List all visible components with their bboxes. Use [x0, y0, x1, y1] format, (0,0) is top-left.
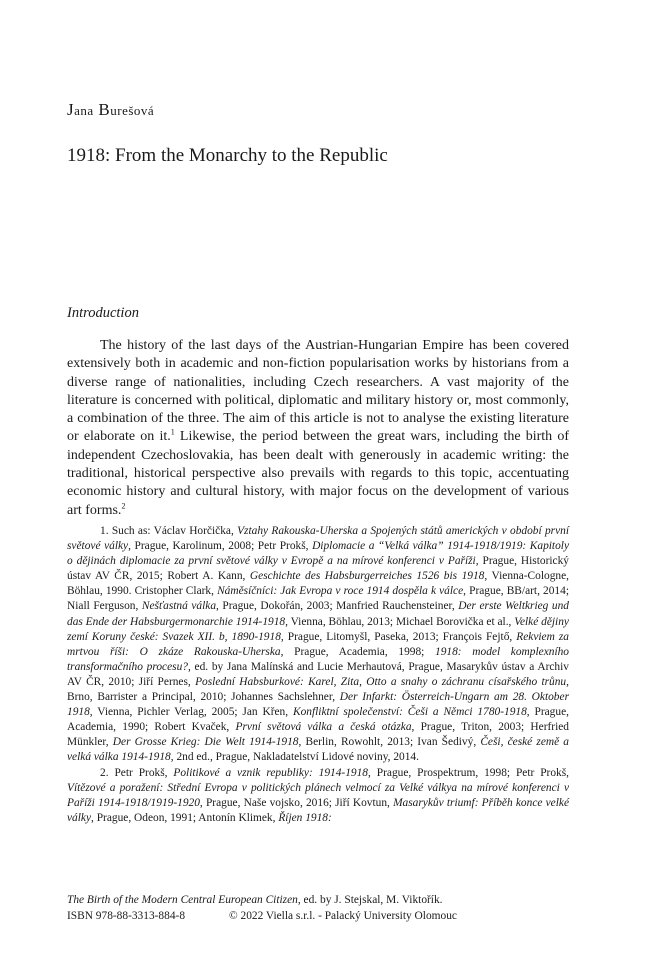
footnote-title-run: Velké dějiny zemí Koruny české: Svazek XII. b, 1890-1918 — [67, 615, 569, 643]
book-title: The Birth of the Modern Central European Citizen — [67, 894, 298, 906]
footnote-title-run: Češi, české země a velká válka 1914-1918 — [67, 736, 570, 764]
author-initial: J — [67, 100, 75, 119]
page-footer — [67, 892, 569, 924]
copyright: © 2022 Viella s.r.l. - Palacký University Olomouc — [229, 910, 457, 922]
paragraph-text: The history of the last days of the Austrian-Hungarian Empire has been covered extensively both in academic and non-fiction popularisation works by historians from a diverse range of nationalities, including Czech researchers. A vast majority of the literature is concerned with political, diplomatic and military history or, most commonly, a combination of the three. The aim of this article is not to analyse the existing literature or elaborate on it. — [67, 338, 569, 445]
footnote-text-run: , Prague, Karolinum, 2008; Petr Prokš, — [128, 540, 313, 553]
footnote-title-run: Konfliktní společenství: Češi a Němci 1780-1918 — [292, 706, 527, 719]
footnote-title-run: Diplomacie a “Velká válka” 1914-1918/1919: Kapitoly o dějinách diplomacie za první světové války v Evropě a na mírové konferenci v Paříži — [67, 540, 570, 568]
section-heading: Introduction — [67, 305, 139, 321]
book-editors: , ed. by J. Stejskal, M. Viktořík. — [297, 894, 443, 906]
footnote — [67, 524, 569, 766]
author-initial: B — [98, 100, 111, 119]
footnote-text-run: 1. Such as: Václav Horčička, — [100, 525, 238, 537]
footnote-text-run: , Prague, Odeon, 1991; Antonín Klimek, — [91, 811, 279, 824]
footnote-title-run: Nešťastná válka — [141, 600, 217, 613]
footnote-title-run: Der Infarkt: Österreich-Ungarn am 28. Oktober 1918 — [67, 691, 569, 719]
footer-citation — [67, 892, 569, 908]
footnote-title-run: Der Grosse Krieg: Die Welt 1914-1918 — [112, 736, 299, 749]
footnote-text-run: , Prague, Academia, 1990; Robert Kvaček, — [67, 706, 569, 734]
footnote-title-run: Vztahy Rakouska-Uherska a Spojených států amerických v období první světové války — [67, 525, 570, 553]
footnote — [67, 766, 569, 826]
footnote-text-run: , Vienna-Cologne, Böhlau, 1990. Cristopher Clark, — [67, 570, 570, 598]
footnote-text-run: , Prague, Prospektrum, 1998; Petr Prokš, — [368, 766, 569, 779]
footnote-reference: 2 — [121, 501, 126, 511]
footnote-title-run: Vítězové a poražení: Střední Evropa v politických plánech velmocí za Velké válkya na mírové konferenci v Paříži 1914-1918/1919-1920 — [67, 781, 569, 809]
footnote-text-run: , Prague, BB/art, 2014; Niall Ferguson, — [67, 585, 569, 613]
footnote-text-run: , 2nd ed., Prague, Nakladatelství Lidové noviny, 2014. — [170, 751, 419, 764]
footnote-text-run: , ed. by Jana Malínská and Lucie Merhautová, Prague, Masarykův ústav a Archiv AV ČR, 2010; Jiří Pernes, — [67, 660, 569, 688]
article-title: 1918: From the Monarchy to the Republic — [67, 145, 388, 166]
footnote-title-run: První světová válka a česká otázka — [235, 721, 412, 734]
footer-publication-line — [67, 908, 569, 924]
footnote-title-run: Der erste Weltkrieg und das Ende der Habsburgermonarchie 1914-1918 — [67, 600, 570, 628]
author-name-rest: ana — [74, 103, 94, 118]
footnotes — [67, 524, 569, 826]
paragraph-text: Likewise, the period between the great wars, including the birth of independent Czechoslovakia, has been dealt with generously in academic writing: the traditional, historical perspective also prevails with regards to this topic, accentuating economic history and cultural history, with major focus on the development of various art forms. — [67, 429, 569, 518]
footnote-reference: 1 — [170, 427, 175, 437]
footnote-title-run: Politikové a vznik republiky: 1914-1918 — [173, 766, 369, 779]
footnote-title-run: Masarykův triumf: Příběh konce velké války — [67, 796, 569, 824]
footnote-text-run: , Berlin, Rowohlt, 2013; Ivan Šedivý, — [298, 736, 481, 749]
footnote-text-run: , Prague, Triton, 2003; Herfried Münkler, — [67, 721, 569, 749]
footnote-title-run: Poslední Habsburkové: Karel, Zita, Otto a snahy o záchranu císařského trůnu — [195, 675, 567, 688]
footnote-text-run: , Vienna, Böhlau, 2013; Michael Borovička et al., — [285, 615, 515, 628]
footnote-text-run: , Prague, Naše vojsko, 2016; Jiří Kovtun, — [199, 796, 394, 809]
footnote-text-run: , Vienna, Pichler Verlag, 2005; Jan Křen, — [89, 706, 293, 719]
author-name — [67, 100, 154, 120]
footnote-text-run: 2. Petr Prokš, — [100, 766, 174, 779]
footnote-title-run: 1918: model komplexního transformačního procesu? — [67, 645, 570, 673]
paragraph — [67, 337, 569, 520]
isbn: ISBN 978-88-3313-884-8 — [67, 910, 186, 922]
footnote-title-run: Říjen 1918: — [278, 811, 332, 824]
footnote-title-run: Geschichte des Habsburgerreiches 1526 bis 1918 — [249, 570, 485, 583]
author-name-rest: urešová — [110, 103, 155, 118]
footnote-title-run: Rekviem za mrtvou říši: O zkáze Rakouska-Uherska — [67, 630, 569, 658]
footnote-text-run: , Prague, Litomyšl, Paseka, 2013; François Fejtő, — [280, 630, 517, 643]
footnote-title-run: Náměsíčníci: Jak Evropa v roce 1914 dospěla k válce — [217, 585, 464, 598]
footnote-text-run: , Prague, Academia, 1998; — [280, 645, 436, 658]
footnote-text-run: , Brno, Barrister a Principal, 2010; Johannes Sachslehner, — [67, 675, 569, 704]
footnote-text-run: , Prague, Historický ústav AV ČR, 2015; Robert A. Kann, — [67, 555, 570, 583]
body-text — [67, 337, 569, 520]
footnote-text-run: , Prague, Dokořán, 2003; Manfried Rauchensteiner, — [216, 600, 459, 613]
